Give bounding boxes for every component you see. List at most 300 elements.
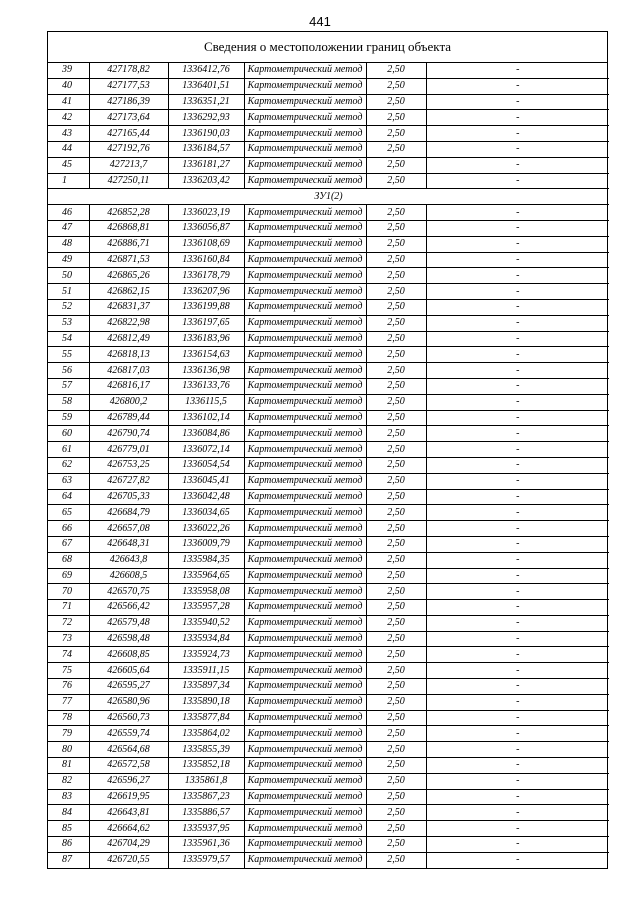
note-cell: -	[426, 347, 609, 363]
accuracy-cell: 2,50	[366, 110, 426, 126]
method-cell: Картометрический метод	[244, 63, 366, 78]
point-number-cell: 47	[48, 220, 89, 236]
x-coordinate-cell: 426705,33	[89, 489, 168, 505]
note-cell: -	[426, 489, 609, 505]
y-coordinate-cell: 1335937,95	[168, 821, 244, 837]
point-number-cell: 67	[48, 536, 89, 552]
method-cell: Картометрический метод	[244, 647, 366, 663]
point-number-cell: 66	[48, 521, 89, 537]
method-cell: Картометрический метод	[244, 315, 366, 331]
x-coordinate-cell: 426559,74	[89, 726, 168, 742]
method-cell: Картометрический метод	[244, 331, 366, 347]
accuracy-cell: 2,50	[366, 694, 426, 710]
table-row	[48, 173, 609, 189]
method-cell: Картометрический метод	[244, 457, 366, 473]
method-cell: Картометрический метод	[244, 615, 366, 631]
method-cell: Картометрический метод	[244, 78, 366, 94]
note-cell: -	[426, 94, 609, 110]
note-cell: -	[426, 679, 609, 695]
point-number-cell: 72	[48, 615, 89, 631]
method-cell: Картометрический метод	[244, 473, 366, 489]
y-coordinate-cell: 1335940,52	[168, 615, 244, 631]
point-number-cell: 51	[48, 284, 89, 300]
x-coordinate-cell: 426579,48	[89, 615, 168, 631]
x-coordinate-cell: 426643,81	[89, 805, 168, 821]
x-coordinate-cell: 427178,82	[89, 63, 168, 78]
accuracy-cell: 2,50	[366, 663, 426, 679]
x-coordinate-cell: 427186,39	[89, 94, 168, 110]
point-number-cell: 56	[48, 363, 89, 379]
section-row	[48, 189, 609, 205]
table-row	[48, 742, 609, 758]
y-coordinate-cell: 1336197,65	[168, 315, 244, 331]
accuracy-cell: 2,50	[366, 394, 426, 410]
note-cell: -	[426, 173, 609, 189]
x-coordinate-cell: 426596,27	[89, 773, 168, 789]
point-number-cell: 50	[48, 268, 89, 284]
point-number-cell: 85	[48, 821, 89, 837]
accuracy-cell: 2,50	[366, 505, 426, 521]
method-cell: Картометрический метод	[244, 157, 366, 173]
table-row	[48, 615, 609, 631]
method-cell: Картометрический метод	[244, 584, 366, 600]
accuracy-cell: 2,50	[366, 789, 426, 805]
note-cell: -	[426, 521, 609, 537]
point-number-cell: 44	[48, 141, 89, 157]
accuracy-cell: 2,50	[366, 726, 426, 742]
x-coordinate-cell: 426816,17	[89, 378, 168, 394]
x-coordinate-cell: 426852,28	[89, 205, 168, 221]
point-number-cell: 55	[48, 347, 89, 363]
accuracy-cell: 2,50	[366, 552, 426, 568]
x-coordinate-cell: 426822,98	[89, 315, 168, 331]
accuracy-cell: 2,50	[366, 299, 426, 315]
point-number-cell: 73	[48, 631, 89, 647]
y-coordinate-cell: 1335890,18	[168, 694, 244, 710]
table-row	[48, 299, 609, 315]
x-coordinate-cell: 426572,58	[89, 758, 168, 774]
y-coordinate-cell: 1336178,79	[168, 268, 244, 284]
y-coordinate-cell: 1336199,88	[168, 299, 244, 315]
note-cell: -	[426, 394, 609, 410]
x-coordinate-cell: 426595,27	[89, 679, 168, 695]
note-cell: -	[426, 663, 609, 679]
note-cell: -	[426, 552, 609, 568]
x-coordinate-cell: 426619,95	[89, 789, 168, 805]
x-coordinate-cell: 426727,82	[89, 473, 168, 489]
method-cell: Картометрический метод	[244, 694, 366, 710]
table-row	[48, 663, 609, 679]
table-row	[48, 694, 609, 710]
x-coordinate-cell: 426566,42	[89, 600, 168, 616]
accuracy-cell: 2,50	[366, 457, 426, 473]
point-number-cell: 46	[48, 205, 89, 221]
x-coordinate-cell: 426865,26	[89, 268, 168, 284]
point-number-cell: 40	[48, 78, 89, 94]
method-cell: Картометрический метод	[244, 410, 366, 426]
table-row	[48, 805, 609, 821]
accuracy-cell: 2,50	[366, 647, 426, 663]
accuracy-cell: 2,50	[366, 220, 426, 236]
note-cell: -	[426, 78, 609, 94]
table-row	[48, 410, 609, 426]
section-label: ЗУ1(2)	[48, 189, 609, 205]
y-coordinate-cell: 1335877,84	[168, 710, 244, 726]
y-coordinate-cell: 1336023,19	[168, 205, 244, 221]
y-coordinate-cell: 1336160,84	[168, 252, 244, 268]
accuracy-cell: 2,50	[366, 584, 426, 600]
x-coordinate-cell: 426560,73	[89, 710, 168, 726]
table-row	[48, 521, 609, 537]
note-cell: -	[426, 473, 609, 489]
method-cell: Картометрический метод	[244, 710, 366, 726]
table-row	[48, 710, 609, 726]
note-cell: -	[426, 110, 609, 126]
x-coordinate-cell: 427173,64	[89, 110, 168, 126]
method-cell: Картометрический метод	[244, 789, 366, 805]
coordinates-table	[48, 63, 609, 868]
y-coordinate-cell: 1336184,57	[168, 141, 244, 157]
x-coordinate-cell: 426818,13	[89, 347, 168, 363]
y-coordinate-cell: 1336292,93	[168, 110, 244, 126]
y-coordinate-cell: 1335957,28	[168, 600, 244, 616]
y-coordinate-cell: 1336203,42	[168, 173, 244, 189]
note-cell: -	[426, 331, 609, 347]
accuracy-cell: 2,50	[366, 126, 426, 142]
y-coordinate-cell: 1335855,39	[168, 742, 244, 758]
point-number-cell: 59	[48, 410, 89, 426]
y-coordinate-cell: 1336181,27	[168, 157, 244, 173]
note-cell: -	[426, 789, 609, 805]
table-row	[48, 315, 609, 331]
method-cell: Картометрический метод	[244, 489, 366, 505]
method-cell: Картометрический метод	[244, 394, 366, 410]
note-cell: -	[426, 442, 609, 458]
x-coordinate-cell: 426570,75	[89, 584, 168, 600]
note-cell: -	[426, 315, 609, 331]
accuracy-cell: 2,50	[366, 173, 426, 189]
point-number-cell: 81	[48, 758, 89, 774]
table-row	[48, 457, 609, 473]
method-cell: Картометрический метод	[244, 378, 366, 394]
point-number-cell: 49	[48, 252, 89, 268]
point-number-cell: 86	[48, 837, 89, 853]
accuracy-cell: 2,50	[366, 600, 426, 616]
y-coordinate-cell: 1336154,63	[168, 347, 244, 363]
y-coordinate-cell: 1335911,15	[168, 663, 244, 679]
note-cell: -	[426, 773, 609, 789]
x-coordinate-cell: 427165,44	[89, 126, 168, 142]
y-coordinate-cell: 1336401,51	[168, 78, 244, 94]
y-coordinate-cell: 1336072,14	[168, 442, 244, 458]
y-coordinate-cell: 1336108,69	[168, 236, 244, 252]
accuracy-cell: 2,50	[366, 805, 426, 821]
note-cell: -	[426, 363, 609, 379]
accuracy-cell: 2,50	[366, 157, 426, 173]
point-number-cell: 70	[48, 584, 89, 600]
x-coordinate-cell: 426657,08	[89, 521, 168, 537]
table-row	[48, 837, 609, 853]
y-coordinate-cell: 1335934,84	[168, 631, 244, 647]
accuracy-cell: 2,50	[366, 758, 426, 774]
table-row	[48, 773, 609, 789]
point-number-cell: 79	[48, 726, 89, 742]
note-cell: -	[426, 268, 609, 284]
note-cell: -	[426, 126, 609, 142]
point-number-cell: 68	[48, 552, 89, 568]
table-row	[48, 568, 609, 584]
point-number-cell: 61	[48, 442, 89, 458]
x-coordinate-cell: 426817,03	[89, 363, 168, 379]
note-cell: -	[426, 631, 609, 647]
accuracy-cell: 2,50	[366, 489, 426, 505]
method-cell: Картометрический метод	[244, 141, 366, 157]
accuracy-cell: 2,50	[366, 473, 426, 489]
point-number-cell: 52	[48, 299, 89, 315]
method-cell: Картометрический метод	[244, 631, 366, 647]
accuracy-cell: 2,50	[366, 568, 426, 584]
method-cell: Картометрический метод	[244, 679, 366, 695]
method-cell: Картометрический метод	[244, 252, 366, 268]
x-coordinate-cell: 426648,31	[89, 536, 168, 552]
x-coordinate-cell: 426664,62	[89, 821, 168, 837]
accuracy-cell: 2,50	[366, 252, 426, 268]
table-row	[48, 63, 609, 78]
table-row	[48, 726, 609, 742]
x-coordinate-cell: 426886,71	[89, 236, 168, 252]
x-coordinate-cell: 426862,15	[89, 284, 168, 300]
point-number-cell: 80	[48, 742, 89, 758]
table-row	[48, 205, 609, 221]
note-cell: -	[426, 694, 609, 710]
note-cell: -	[426, 378, 609, 394]
table-row	[48, 347, 609, 363]
accuracy-cell: 2,50	[366, 837, 426, 853]
note-cell: -	[426, 852, 609, 867]
coordinates-table-body	[48, 63, 609, 868]
note-cell: -	[426, 821, 609, 837]
method-cell: Картометрический метод	[244, 126, 366, 142]
point-number-cell: 60	[48, 426, 89, 442]
method-cell: Картометрический метод	[244, 742, 366, 758]
table-row	[48, 647, 609, 663]
note-cell: -	[426, 615, 609, 631]
accuracy-cell: 2,50	[366, 615, 426, 631]
note-cell: -	[426, 205, 609, 221]
method-cell: Картометрический метод	[244, 758, 366, 774]
table-row	[48, 852, 609, 867]
y-coordinate-cell: 1336045,41	[168, 473, 244, 489]
y-coordinate-cell: 1335958,08	[168, 584, 244, 600]
table-row	[48, 489, 609, 505]
point-number-cell: 82	[48, 773, 89, 789]
method-cell: Картометрический метод	[244, 568, 366, 584]
accuracy-cell: 2,50	[366, 426, 426, 442]
note-cell: -	[426, 710, 609, 726]
x-coordinate-cell: 426812,49	[89, 331, 168, 347]
method-cell: Картометрический метод	[244, 536, 366, 552]
method-cell: Картометрический метод	[244, 521, 366, 537]
point-number-cell: 1	[48, 173, 89, 189]
point-number-cell: 74	[48, 647, 89, 663]
point-number-cell: 62	[48, 457, 89, 473]
note-cell: -	[426, 299, 609, 315]
note-cell: -	[426, 157, 609, 173]
table-title: Сведения о местоположении границ объекта	[48, 32, 607, 63]
point-number-cell: 64	[48, 489, 89, 505]
y-coordinate-cell: 1335852,18	[168, 758, 244, 774]
point-number-cell: 63	[48, 473, 89, 489]
note-cell: -	[426, 63, 609, 78]
method-cell: Картометрический метод	[244, 236, 366, 252]
x-coordinate-cell: 426831,37	[89, 299, 168, 315]
point-number-cell: 71	[48, 600, 89, 616]
note-cell: -	[426, 600, 609, 616]
table-row	[48, 442, 609, 458]
y-coordinate-cell: 1335897,34	[168, 679, 244, 695]
y-coordinate-cell: 1336102,14	[168, 410, 244, 426]
x-coordinate-cell: 426605,64	[89, 663, 168, 679]
point-number-cell: 69	[48, 568, 89, 584]
point-number-cell: 42	[48, 110, 89, 126]
method-cell: Картометрический метод	[244, 205, 366, 221]
note-cell: -	[426, 837, 609, 853]
note-cell: -	[426, 410, 609, 426]
y-coordinate-cell: 1336183,96	[168, 331, 244, 347]
x-coordinate-cell: 427192,76	[89, 141, 168, 157]
accuracy-cell: 2,50	[366, 852, 426, 867]
table-row	[48, 394, 609, 410]
y-coordinate-cell: 1336056,87	[168, 220, 244, 236]
y-coordinate-cell: 1336054,54	[168, 457, 244, 473]
accuracy-cell: 2,50	[366, 331, 426, 347]
method-cell: Картометрический метод	[244, 268, 366, 284]
note-cell: -	[426, 505, 609, 521]
accuracy-cell: 2,50	[366, 63, 426, 78]
method-cell: Картометрический метод	[244, 773, 366, 789]
y-coordinate-cell: 1336190,03	[168, 126, 244, 142]
note-cell: -	[426, 457, 609, 473]
point-number-cell: 83	[48, 789, 89, 805]
note-cell: -	[426, 426, 609, 442]
point-number-cell: 84	[48, 805, 89, 821]
table-row	[48, 157, 609, 173]
x-coordinate-cell: 426643,8	[89, 552, 168, 568]
accuracy-cell: 2,50	[366, 742, 426, 758]
accuracy-cell: 2,50	[366, 710, 426, 726]
method-cell: Картометрический метод	[244, 852, 366, 867]
table-row	[48, 78, 609, 94]
accuracy-cell: 2,50	[366, 521, 426, 537]
y-coordinate-cell: 1335924,73	[168, 647, 244, 663]
table-row	[48, 126, 609, 142]
page-number: 441	[309, 14, 331, 29]
y-coordinate-cell: 1336412,76	[168, 63, 244, 78]
x-coordinate-cell: 426608,85	[89, 647, 168, 663]
y-coordinate-cell: 1336207,96	[168, 284, 244, 300]
y-coordinate-cell: 1335979,57	[168, 852, 244, 867]
x-coordinate-cell: 426868,81	[89, 220, 168, 236]
accuracy-cell: 2,50	[366, 78, 426, 94]
method-cell: Картометрический метод	[244, 505, 366, 521]
note-cell: -	[426, 141, 609, 157]
x-coordinate-cell: 426684,79	[89, 505, 168, 521]
method-cell: Картометрический метод	[244, 426, 366, 442]
point-number-cell: 57	[48, 378, 89, 394]
point-number-cell: 43	[48, 126, 89, 142]
point-number-cell: 41	[48, 94, 89, 110]
y-coordinate-cell: 1336009,79	[168, 536, 244, 552]
point-number-cell: 48	[48, 236, 89, 252]
method-cell: Картометрический метод	[244, 173, 366, 189]
x-coordinate-cell: 426789,44	[89, 410, 168, 426]
accuracy-cell: 2,50	[366, 773, 426, 789]
accuracy-cell: 2,50	[366, 631, 426, 647]
y-coordinate-cell: 1336084,86	[168, 426, 244, 442]
accuracy-cell: 2,50	[366, 363, 426, 379]
y-coordinate-cell: 1336022,26	[168, 521, 244, 537]
table-row	[48, 236, 609, 252]
method-cell: Картометрический метод	[244, 442, 366, 458]
accuracy-cell: 2,50	[366, 94, 426, 110]
note-cell: -	[426, 584, 609, 600]
accuracy-cell: 2,50	[366, 378, 426, 394]
note-cell: -	[426, 236, 609, 252]
method-cell: Картометрический метод	[244, 552, 366, 568]
accuracy-cell: 2,50	[366, 821, 426, 837]
boundary-table-sheet	[47, 31, 608, 869]
accuracy-cell: 2,50	[366, 347, 426, 363]
point-number-cell: 78	[48, 710, 89, 726]
table-row	[48, 426, 609, 442]
table-row	[48, 331, 609, 347]
y-coordinate-cell: 1336115,5	[168, 394, 244, 410]
point-number-cell: 54	[48, 331, 89, 347]
y-coordinate-cell: 1335961,36	[168, 837, 244, 853]
table-row	[48, 220, 609, 236]
y-coordinate-cell: 1335886,57	[168, 805, 244, 821]
y-coordinate-cell: 1336351,21	[168, 94, 244, 110]
method-cell: Картометрический метод	[244, 837, 366, 853]
x-coordinate-cell: 426580,96	[89, 694, 168, 710]
y-coordinate-cell: 1335867,23	[168, 789, 244, 805]
accuracy-cell: 2,50	[366, 205, 426, 221]
x-coordinate-cell: 426564,68	[89, 742, 168, 758]
y-coordinate-cell: 1336034,65	[168, 505, 244, 521]
point-number-cell: 58	[48, 394, 89, 410]
table-row	[48, 679, 609, 695]
accuracy-cell: 2,50	[366, 236, 426, 252]
method-cell: Картометрический метод	[244, 663, 366, 679]
note-cell: -	[426, 252, 609, 268]
y-coordinate-cell: 1336133,76	[168, 378, 244, 394]
table-row	[48, 536, 609, 552]
table-row	[48, 284, 609, 300]
table-row	[48, 505, 609, 521]
note-cell: -	[426, 220, 609, 236]
point-number-cell: 75	[48, 663, 89, 679]
method-cell: Картометрический метод	[244, 284, 366, 300]
note-cell: -	[426, 758, 609, 774]
x-coordinate-cell: 426779,01	[89, 442, 168, 458]
method-cell: Картометрический метод	[244, 726, 366, 742]
note-cell: -	[426, 536, 609, 552]
table-row	[48, 631, 609, 647]
x-coordinate-cell: 426800,2	[89, 394, 168, 410]
y-coordinate-cell: 1336042,48	[168, 489, 244, 505]
point-number-cell: 45	[48, 157, 89, 173]
x-coordinate-cell: 426753,25	[89, 457, 168, 473]
